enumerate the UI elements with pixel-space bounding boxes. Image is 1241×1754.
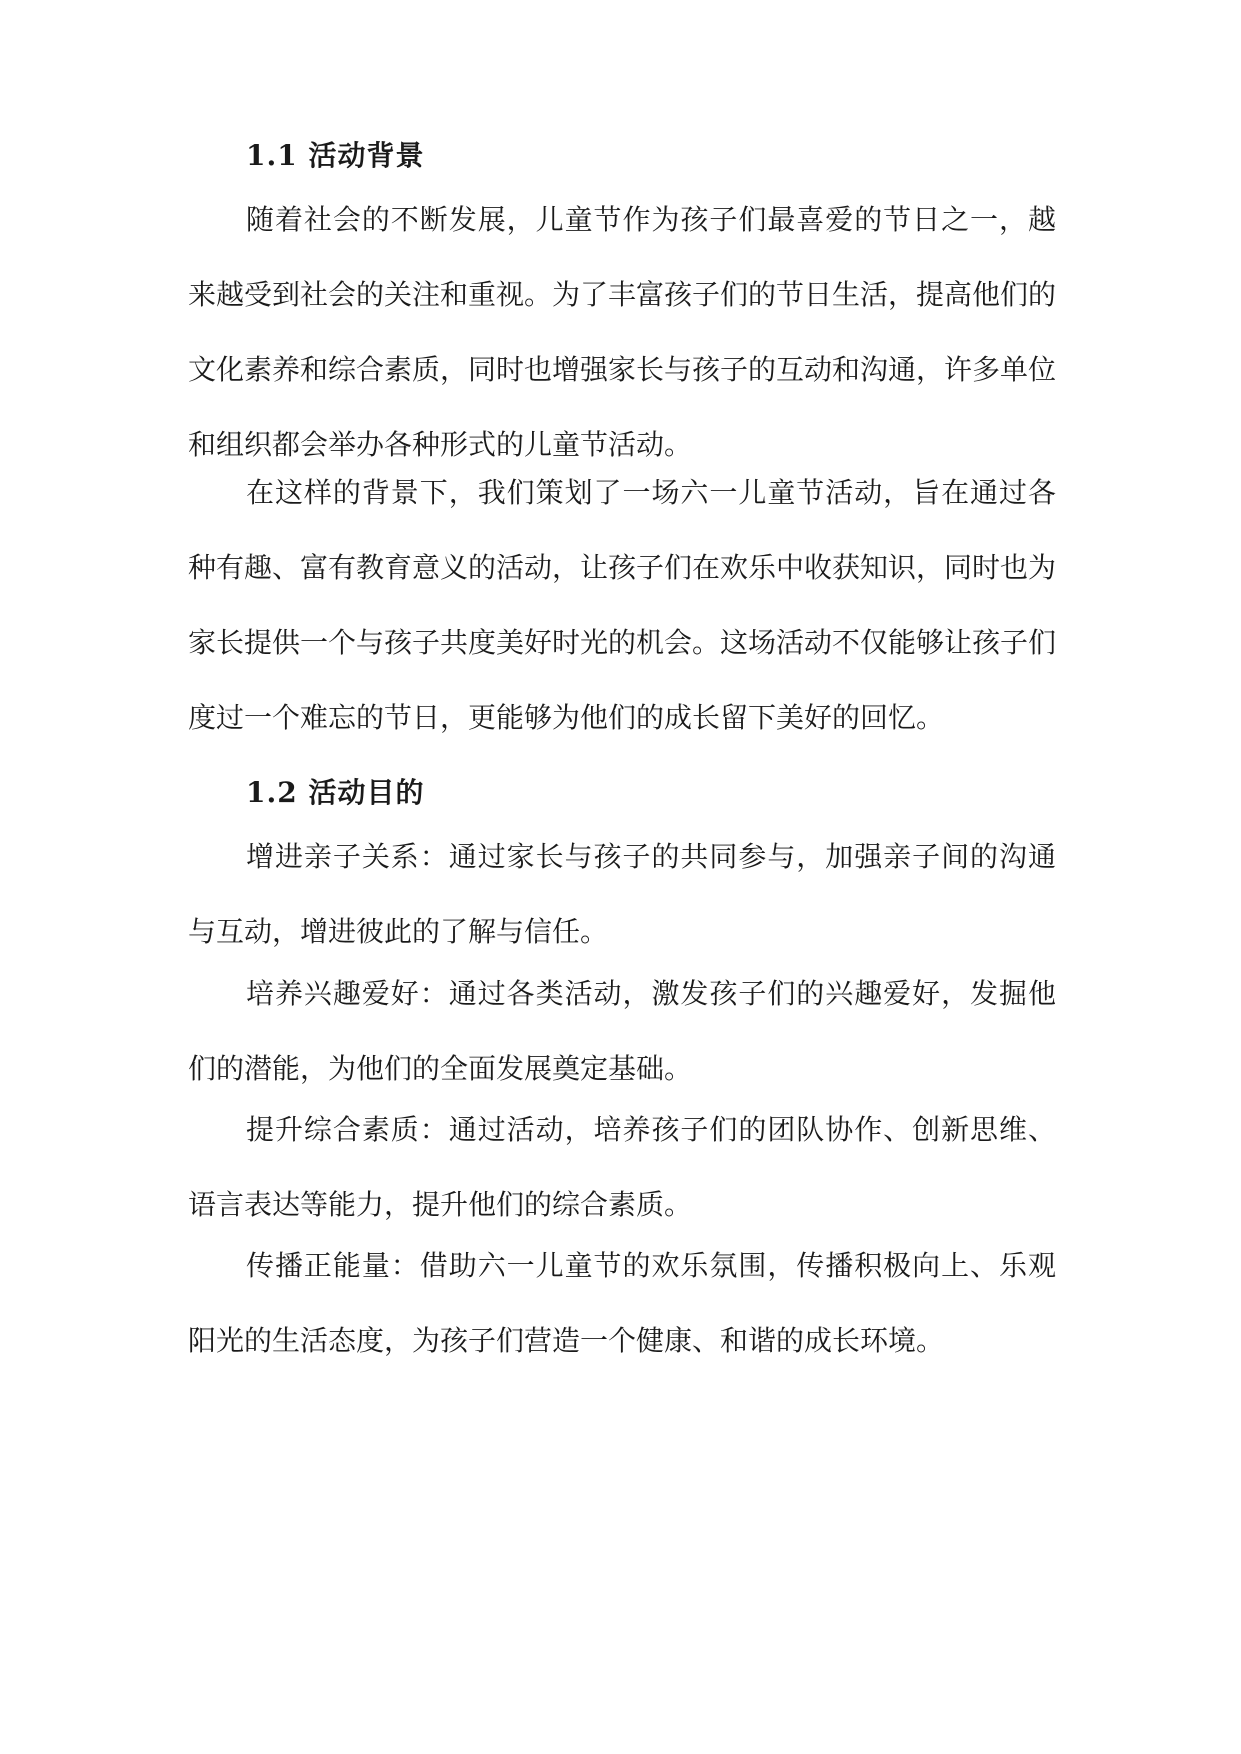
paragraph-purpose-3: 提升综合素质：通过活动，培养孩子们的团队协作、创新思维、语言表达等能力，提升他们的综合素质。 xyxy=(188,1113,1056,1221)
section-heading-purpose: 1.2 活动目的 xyxy=(246,776,425,809)
paragraph-background-2: 在这样的背景下，我们策划了一场六一儿童节活动，旨在通过各种有趣、富有教育意义的活动，让孩子们在欢乐中收获知识，同时也为家长提供一个与孩子共度美好时光的机会。这场活动不仅能够让孩子们度过一个难忘的节日，更能够为他们的成长留下美好的回忆。 xyxy=(188,476,1057,734)
paragraph-purpose-2: 培养兴趣爱好：通过各类活动，激发孩子们的兴趣爱好，发掘他们的潜能，为他们的全面发展奠定基础。 xyxy=(188,977,1056,1085)
paragraph-background-1: 随着社会的不断发展，儿童节作为孩子们最喜爱的节日之一，越来越受到社会的关注和重视。为了丰富孩子们的节日生活，提高他们的文化素养和综合素质，同时也增强家长与孩子的互动和沟通，许多单位和组织都会举办各种形式的儿童节活动。 xyxy=(188,203,1057,461)
paragraph-purpose-1: 增进亲子关系：通过家长与孩子的共同参与，加强亲子间的沟通与互动，增进彼此的了解与信任。 xyxy=(188,840,1056,948)
paragraph-purpose-4: 传播正能量：借助六一儿童节的欢乐氛围，传播积极向上、乐观阳光的生活态度，为孩子们营造一个健康、和谐的成长环境。 xyxy=(188,1249,1056,1357)
section-heading-background: 1.1 活动背景 xyxy=(246,139,425,172)
